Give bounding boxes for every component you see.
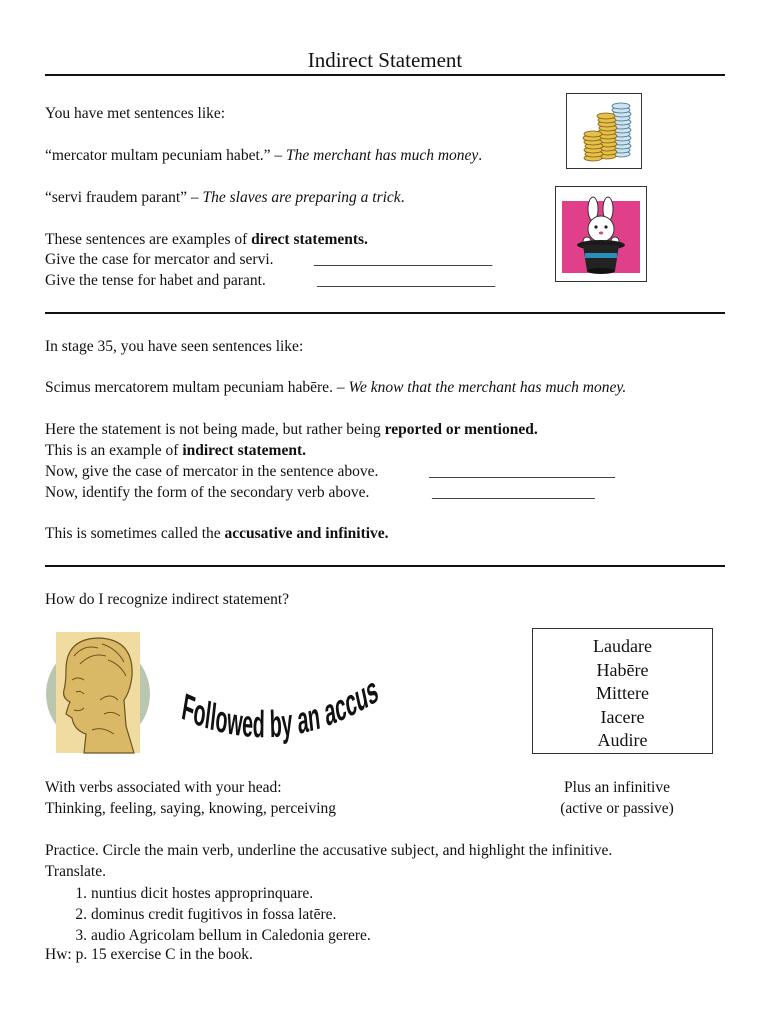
direct-statements-bold: direct statements. — [251, 231, 368, 248]
verb-item: Habēre — [596, 659, 649, 680]
infinitive-line-1: Plus an infinitive — [564, 779, 670, 796]
practice-list — [65, 883, 371, 946]
section2-example-english: We know that the merchant has much money. — [348, 379, 627, 396]
rabbit-in-hat-icon — [556, 187, 646, 281]
translate-label: Translate. — [45, 863, 106, 880]
section2-intro: In stage 35, you have seen sentences like: — [45, 338, 304, 355]
reported-note — [45, 421, 538, 439]
question-case: Give the case for mercator and servi. — [45, 251, 274, 268]
question-tense-blank[interactable]: _______________________ — [317, 272, 496, 289]
indirect-statement-note — [45, 442, 306, 460]
list-item — [65, 883, 371, 904]
section2-example — [45, 379, 626, 397]
acc-inf-pre: This is sometimes called the — [45, 525, 225, 542]
verb-examples-box — [532, 628, 713, 754]
coin-stacks-image — [566, 93, 642, 169]
section2-example-latin: Scimus mercatorem multam pecuniam habēre. – — [45, 379, 349, 396]
list-item-number: 3. — [75, 927, 87, 944]
verb-item: Mittere — [596, 683, 649, 704]
section1-intro: You have met sentences like: — [45, 105, 226, 122]
title-rule — [45, 74, 725, 76]
example-1 — [45, 147, 482, 165]
list-item — [65, 904, 371, 925]
list-item-number: 1. — [75, 885, 87, 902]
practice-instructions: Practice. Circle the main verb, underline the accusative subject, and highlight the infinitive. — [45, 842, 613, 859]
list-item-number: 2. — [75, 906, 87, 923]
direct-statements-note — [45, 231, 368, 249]
reported-pre: Here the statement is not being made, but rather being — [45, 421, 385, 438]
acc-inf-note — [45, 525, 389, 543]
coin-stacks-icon — [567, 94, 641, 168]
question-mercator-case-blank[interactable]: ________________________ — [429, 463, 615, 480]
question-mercator-case: Now, give the case of mercator in the sentence above. — [45, 463, 379, 480]
example-2-english: The slaves are preparing a trick — [202, 189, 401, 206]
wordart-text: Followed by an accus — [179, 665, 384, 746]
recognize-question: How do I recognize indirect statement? — [45, 591, 290, 608]
question-tense: Give the tense for habet and parant. — [45, 272, 266, 289]
head-verbs-line-2: Thinking, feeling, saying, knowing, perceiving — [45, 800, 336, 817]
verb-item: Audire — [597, 730, 648, 751]
rabbit-in-hat-image — [555, 186, 647, 282]
indirect-bold: indirect statement. — [182, 442, 307, 459]
example-1-end: . — [478, 147, 483, 164]
verb-item: Laudare — [593, 636, 652, 656]
direct-statements-pre: These sentences are examples of — [45, 231, 252, 248]
example-2-end: . — [400, 189, 405, 206]
section-rule-2 — [45, 565, 725, 567]
question-verb-form-blank[interactable]: _____________________ — [432, 484, 595, 501]
acc-inf-bold: accusative and infinitive. — [224, 525, 389, 542]
question-case-blank[interactable]: _______________________ — [314, 251, 493, 268]
reported-bold: reported or mentioned. — [384, 421, 538, 438]
example-2 — [45, 189, 405, 207]
section-rule-1 — [45, 312, 725, 314]
list-item-text: dominus credit fugitivos in fossa latēre. — [91, 906, 337, 923]
wordart-banner — [175, 652, 505, 764]
example-1-english: The merchant has much money — [286, 147, 479, 164]
list-item-text: nuntius dicit hostes approprinquare. — [91, 885, 314, 902]
verb-item: Iacere — [600, 706, 645, 727]
infinitive-line-2: (active or passive) — [560, 800, 674, 817]
page-title: Indirect Statement — [307, 48, 463, 72]
classical-head-image — [44, 630, 152, 755]
list-item — [65, 925, 371, 946]
homework-note: Hw: p. 15 exercise C in the book. — [45, 946, 253, 963]
classical-head-icon — [44, 630, 152, 755]
question-verb-form: Now, identify the form of the secondary verb above. — [45, 484, 370, 501]
head-verbs-line-1: With verbs associated with your head: — [45, 779, 282, 796]
example-2-latin: “servi fraudem parant” – — [45, 189, 203, 206]
indirect-pre: This is an example of — [45, 442, 183, 459]
list-item-text: audio Agricolam bellum in Caledonia gerere. — [91, 927, 371, 944]
example-1-latin: “mercator multam pecuniam habet.” – — [45, 147, 287, 164]
